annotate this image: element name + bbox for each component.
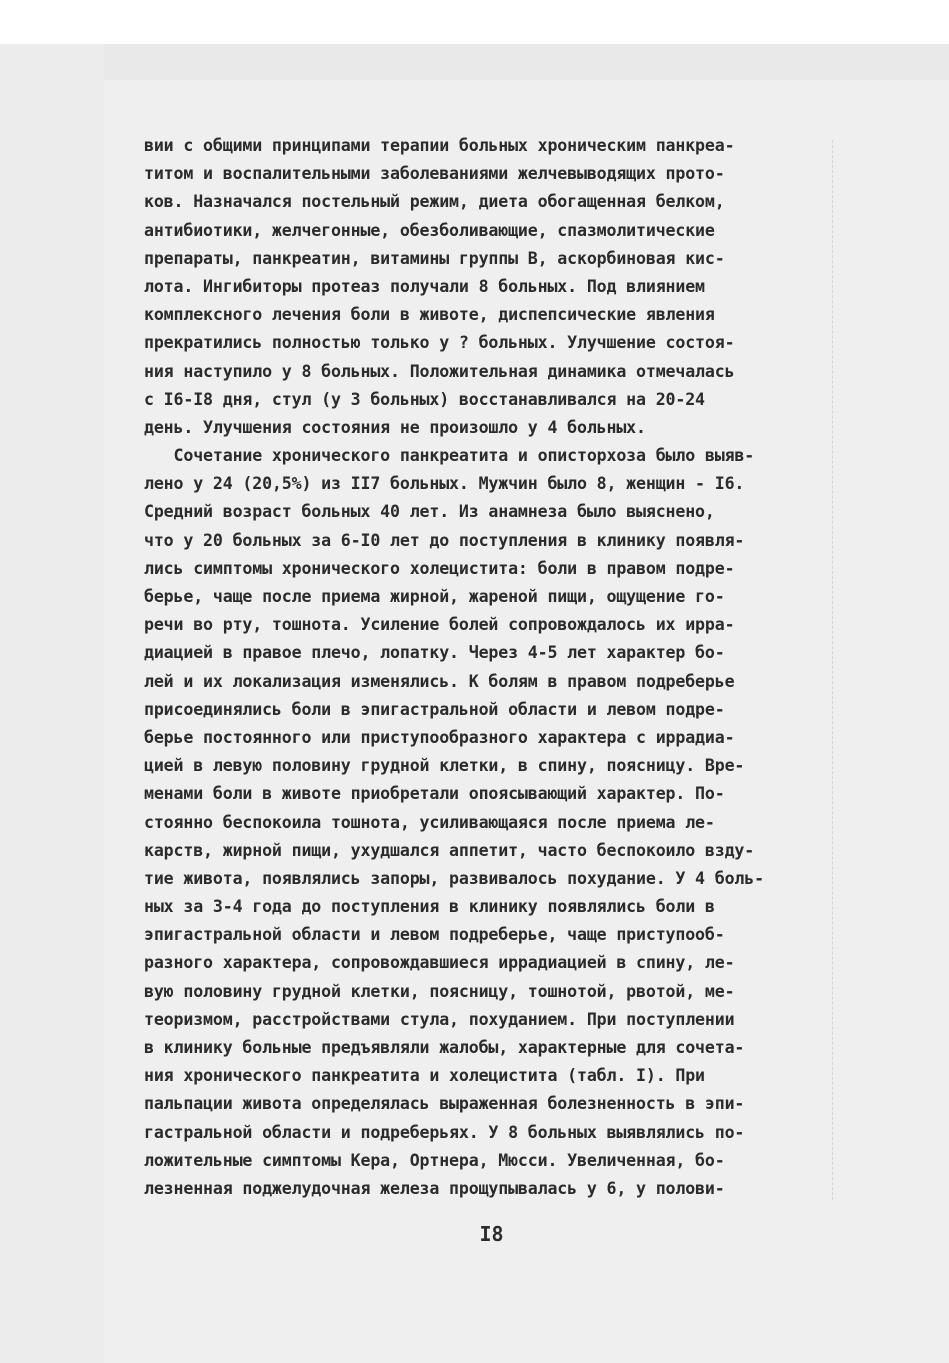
text-line: что у 20 больных за 6-I0 лет до поступления в клинику появля- xyxy=(144,530,745,550)
body-text xyxy=(144,132,854,1203)
text-line: тие живота, появлялись запоры, развивалось похудание. У 4 боль- xyxy=(144,868,764,888)
text-line: вую половину грудной клетки, поясницу, тошнотой, рвотой, ме- xyxy=(144,981,735,1001)
document-page xyxy=(104,80,949,1363)
text-line: лено у 24 (20,5%) из II7 больных. Мужчин было 8, женщин - I6. xyxy=(144,474,745,494)
text-line: теоризмом, расстройствами стула, похуданием. При поступлении xyxy=(144,1009,735,1029)
text-line: эпигастральной области и левом подреберье, чаще приступооб- xyxy=(144,925,725,945)
text-line: ния наступило у 8 больных. Положительная динамика отмечалась xyxy=(144,361,735,381)
scan-left-margin xyxy=(0,44,104,1363)
text-line: ложительные симптомы Кера, Ортнера, Мюсси. Увеличенная, бо- xyxy=(144,1150,725,1170)
text-line: ных за 3-4 года до поступления в клинику появлялись боли в xyxy=(144,897,715,917)
text-line: берье, чаще после приема жирной, жареной пищи, ощущение го- xyxy=(144,587,725,606)
text-line: титом и воспалительными заболеваниями желчевыводящих прото- xyxy=(144,164,725,184)
page-number: I8 xyxy=(479,1222,504,1246)
text-line: лей и их локализация изменялись. К болям в правом подреберье xyxy=(144,671,735,691)
text-line: разного характера, сопровождавшиеся иррадиацией в спину, ле- xyxy=(144,953,735,973)
text-line: присоединялись боли в эпигастральной области и левом подре- xyxy=(144,699,725,719)
text-line: стоянно беспокоила тошнота, усиливающаяся после приема ле- xyxy=(144,812,715,832)
text-line: препараты, панкреатин, витамины группы В, аскорбиновая кис- xyxy=(144,248,725,268)
text-line: диацией в правое плечо, лопатку. Через 4-5 лет характер бо- xyxy=(144,643,725,663)
text-line: день. Улучшения состояния не произошло у 4 больных. xyxy=(144,417,646,437)
text-line: антибиотики, желчегонные, обезболивающие, спазмолитические xyxy=(144,220,715,240)
scan-top-band xyxy=(104,44,949,80)
text-line: цией в левую половину грудной клетки, в спину, поясницу. Вре- xyxy=(144,756,745,776)
text-line: вии с общими принципами терапии больных хроническим панкреа- xyxy=(144,136,735,155)
text-line: комплексного лечения боли в животе, диспепсические явления xyxy=(144,305,715,325)
text-line: карств, жирной пищи, ухудшался аппетит, часто беспокоило взду- xyxy=(144,840,755,860)
text-line: ния хронического панкреатита и холецистита (табл. I). При xyxy=(144,1066,705,1086)
text-line: ков. Назначался постельный режим, диета обогащенная белком, xyxy=(144,192,725,212)
text-line: менами боли в животе приобретали опоясывающий характер. По- xyxy=(144,784,725,804)
text-line: пальпации живота определялась выраженная болезненность в эпи- xyxy=(144,1094,745,1114)
text-line: гастральной области и подреберьях. У 8 больных выявлялись по- xyxy=(144,1122,745,1142)
text-line: лота. Ингибиторы протеаз получали 8 больных. Под влиянием xyxy=(144,276,705,296)
text-line: Сочетание хронического панкреатита и описторхоза было выяв- xyxy=(144,446,755,466)
text-line: лись симптомы хронического холецистита: боли в правом подре- xyxy=(144,558,735,578)
text-line: речи во рту, тошнота. Усиление болей сопровождалось их ирра- xyxy=(144,615,735,635)
text-line: берье постоянного или приступообразного характера с иррадиа- xyxy=(144,727,735,747)
text-line: с I6-I8 дня, стул (у 3 больных) восстанавливался на 20-24 xyxy=(144,389,705,409)
text-line: прекратились полностью только у ? больных. Улучшение состоя- xyxy=(144,333,735,353)
text-line: Средний возраст больных 40 лет. Из анамнеза было выяснено, xyxy=(144,502,715,522)
text-line: в клинику больные предъявляли жалобы, характерные для сочета- xyxy=(144,1038,745,1057)
text-line: лезненная поджелудочная железа прощупывалась у 6, у полови- xyxy=(144,1178,725,1198)
